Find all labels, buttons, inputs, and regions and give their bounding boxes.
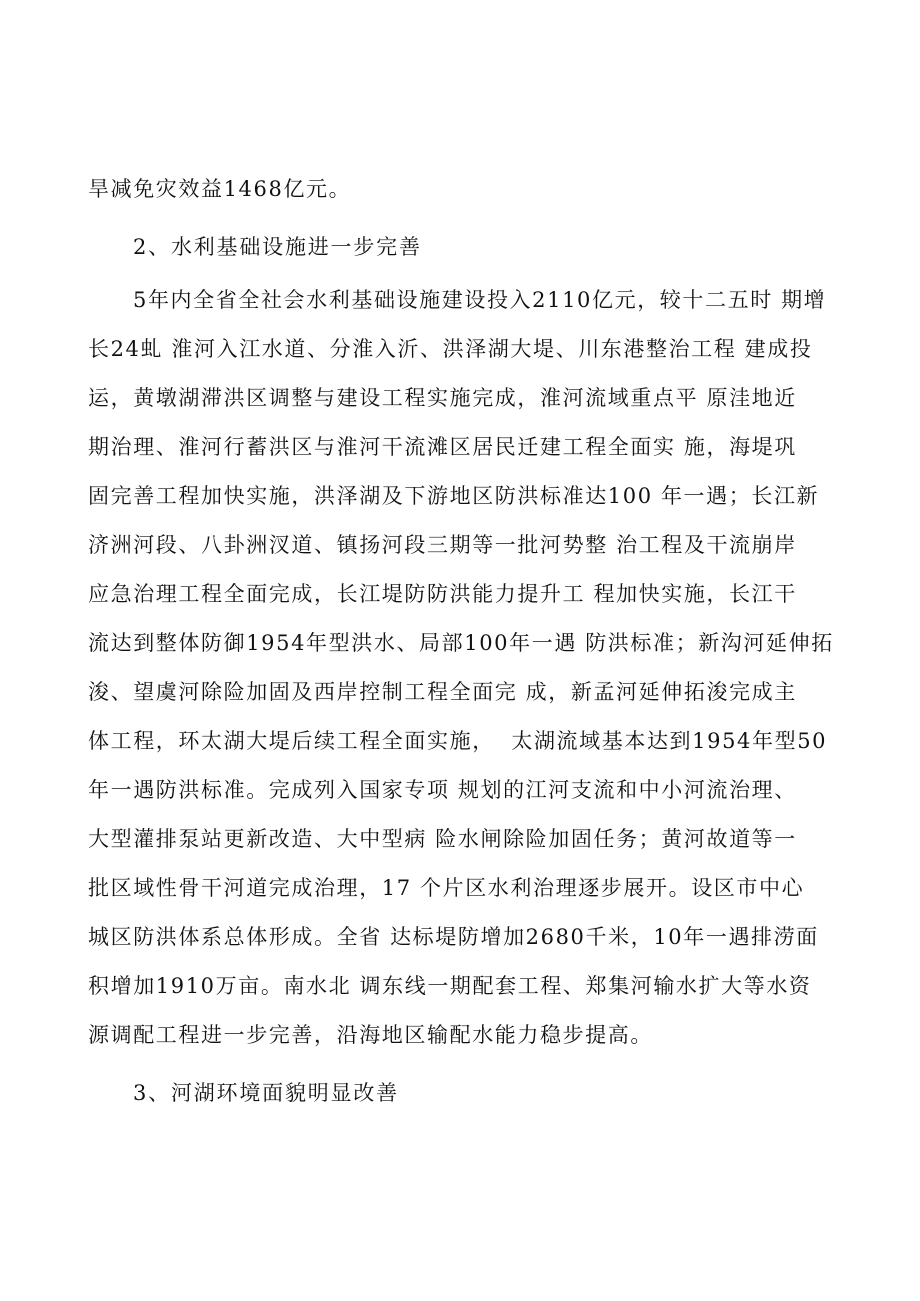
- paragraph-line: 浚、望虞河除险加固及西岸控制工程全面完 成，新孟河延伸拓浚完成主: [88, 680, 797, 704]
- paragraph-line: 流达到整体防御1954年型洪水、局部100年一遇 防洪标准；新沟河延伸拓: [88, 631, 834, 655]
- paragraph-line: 济洲河段、八卦洲汊道、镇扬河段三期等一批河势整 治工程及干流崩岸: [88, 533, 797, 557]
- section-2-heading: 2、水利基础设施进一步完善: [133, 235, 422, 259]
- paragraph-line: 体工程，环太湖大堤后续工程全面实施， 太湖流域基本达到1954年型50: [88, 729, 828, 753]
- paragraph-line: 城区防洪体系总体形成。全省 达标堤防增加2680千米，10年一遇排涝面: [88, 925, 819, 949]
- paragraph-line: 5年内全省全社会水利基础设施建设投入2110亿元，较十二五时 期增: [133, 288, 827, 312]
- paragraph-line: 源调配工程进一步完善，沿海地区输配水能力稳步提高。: [88, 1023, 653, 1047]
- paragraph-line: 固完善工程加快实施，洪泽湖及下游地区防洪标准达100 年一遇；长江新: [88, 484, 820, 508]
- paragraph-line: 年一遇防洪标准。完成列入国家专项 规划的江河支流和中小河流治理、: [88, 778, 797, 802]
- paragraph-line: 大型灌排泵站更新改造、大中型病 险水闸除险加固任务；黄河故道等一: [88, 827, 797, 851]
- paragraph-line: 长24虬 淮河入江水道、分淮入沂、洪泽湖大堤、川东港整治工程 建成投: [88, 337, 813, 361]
- paragraph-line: 期治理、淮河行蓄洪区与淮河干流滩区居民迁建工程全面实 施，海堤巩: [88, 435, 797, 459]
- intro-tail-text: 旱减免灾效益1468亿元。: [88, 177, 352, 201]
- paragraph-line: 应急治理工程全面完成，长江堤防防洪能力提升工 程加快实施，长江干: [88, 582, 797, 606]
- paragraph-line: 批区域性骨干河道完成治理，17 个片区水利治理逐步展开。设区市中心: [88, 876, 805, 900]
- section-3-heading: 3、河湖环境面貌明显改善: [133, 1081, 399, 1105]
- paragraph-line: 运，黄墩湖滞洪区调整与建设工程实施完成，淮河流域重点平 原洼地近: [88, 386, 797, 410]
- paragraph-line: 积增加1910万亩。南水北 调东线一期配套工程、郑集河输水扩大等水资: [88, 974, 812, 998]
